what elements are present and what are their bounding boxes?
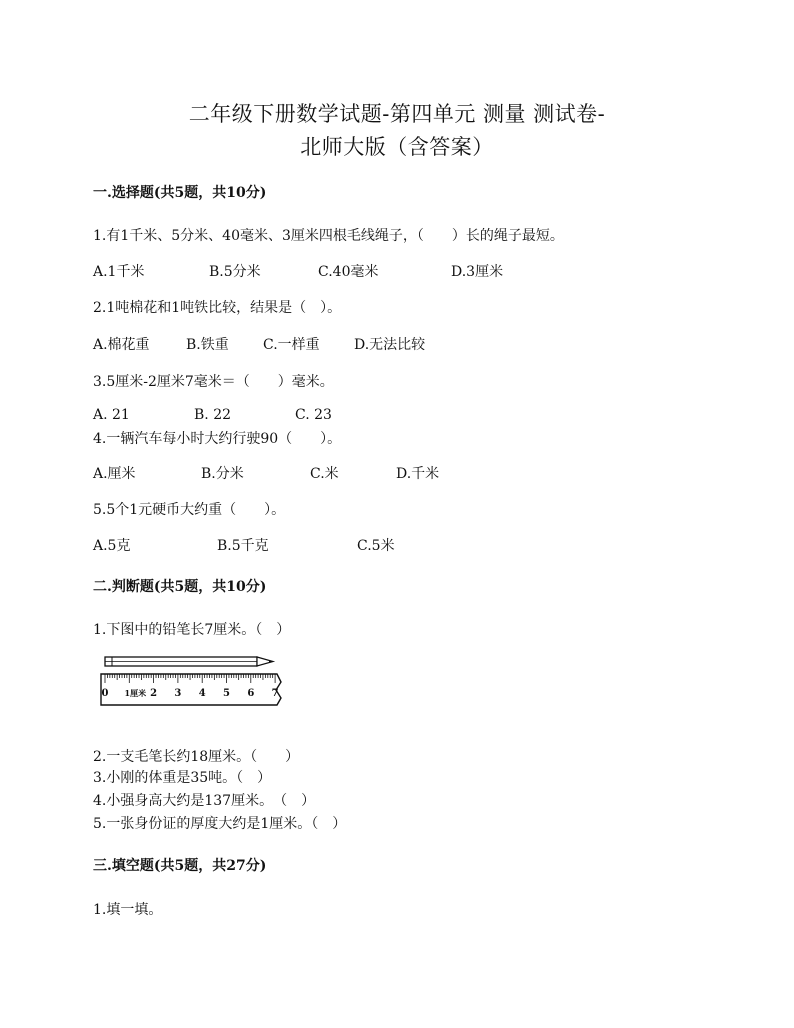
option-d: D.千米: [396, 466, 440, 482]
option-a: A.1千米: [93, 264, 145, 280]
option-a: A. 21: [93, 407, 130, 423]
question-text: 2.一支毛笔长约18厘米。（ ）: [93, 749, 300, 765]
option-a: A.5克: [93, 538, 131, 554]
page-title-line2: 北师大版（含答案）: [300, 135, 494, 159]
option-c: C.40毫米: [318, 264, 379, 280]
question-text: 1.填一填。: [93, 902, 163, 918]
ruler-label: 7: [271, 688, 279, 699]
ruler-label: 5: [223, 688, 230, 699]
option-b: B.分米: [201, 466, 244, 482]
option-a: A.棉花重: [93, 337, 150, 353]
option-c: C.一样重: [263, 337, 320, 353]
question-text: 3.小刚的体重是35吨。（ ）: [93, 770, 272, 786]
question-text: 4.小强身高大约是137厘米。 （ ）: [93, 793, 316, 809]
option-b: B.5千克: [217, 538, 269, 554]
section-heading-choice: 一.选择题(共5题，共10分): [93, 185, 267, 201]
option-c: C.米: [310, 466, 339, 482]
section-heading-judge: 二.判断题(共5题，共10分): [93, 579, 267, 595]
question-text: 1.有1千米、5分米、40毫米、3厘米四根毛线绳子，（ ）长的绳子最短。: [93, 228, 564, 244]
option-b: B. 22: [194, 407, 232, 423]
option-a: A.厘米: [93, 466, 136, 482]
pencil-ruler-figure: [99, 652, 285, 710]
option-c: C.5米: [357, 538, 395, 554]
ruler-label: 6: [247, 688, 255, 699]
question-text: 2.1吨棉花和1吨铁比较，结果是（ ）。: [93, 300, 342, 316]
option-c: C. 23: [295, 407, 332, 423]
ruler-label: 4: [198, 688, 206, 699]
question-text: 4.一辆汽车每小时大约行驶90（ ）。: [93, 431, 342, 447]
ruler-label: 1厘米: [124, 688, 147, 698]
question-text: 3.5厘米-2厘米7毫米＝（ ）毫米。: [93, 374, 334, 390]
option-d: D.3厘米: [451, 264, 504, 280]
option-d: D.无法比较: [354, 337, 426, 353]
ruler-label: 3: [174, 688, 182, 699]
ruler-label: 2: [150, 688, 158, 699]
section-heading-fill: 三.填空题(共5题，共27分): [93, 858, 267, 874]
question-text: 1.下图中的铅笔长7厘米。（ ）: [93, 622, 291, 638]
option-b: B.铁重: [186, 337, 229, 353]
question-text: 5.一张身份证的厚度大约是1厘米。（ ）: [93, 816, 347, 832]
pencil-icon: [105, 657, 273, 666]
question-text: 5.5个1元硬币大约重（ ）。: [93, 502, 286, 518]
page-title-line1: 二年级下册数学试题-第四单元 测量 测试卷-: [188, 102, 606, 126]
ruler-label: 0: [101, 688, 109, 699]
option-b: B.5分米: [209, 264, 261, 280]
